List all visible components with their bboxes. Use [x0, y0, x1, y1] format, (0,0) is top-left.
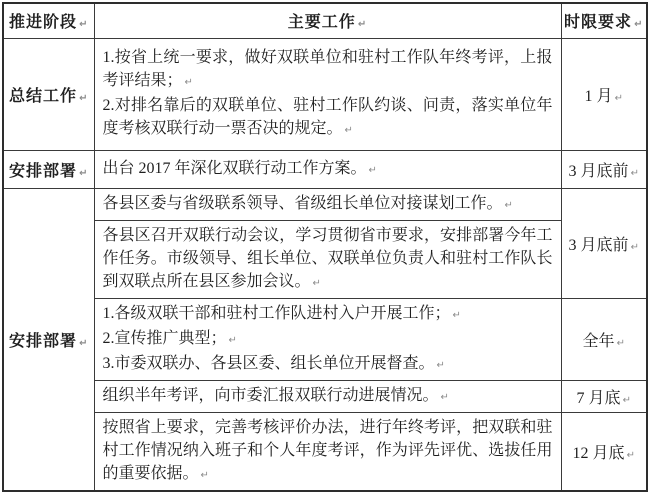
deadline-text: 12 月底	[572, 444, 625, 462]
header-deadline	[561, 3, 647, 38]
work-paragraph	[103, 157, 553, 182]
deadline-text: 3 月底前	[568, 162, 629, 180]
paragraph-mark-icon: ↵	[634, 19, 644, 31]
deadline-text: 7 月底	[576, 389, 621, 407]
paragraph-mark-icon: ↵	[504, 199, 513, 211]
table-row	[3, 150, 647, 188]
work-text: 1.各级双联干部和驻村工作队进村入户开展工作；	[102, 304, 451, 322]
paragraph-mark-icon: ↵	[357, 19, 368, 31]
work-paragraph	[103, 352, 553, 377]
paragraph-mark-icon: ↵	[622, 394, 631, 406]
paragraph-mark-icon: ↵	[79, 337, 89, 349]
paragraph-mark-icon: ↵	[614, 92, 623, 104]
work-text: 各县区委与省级联系领导、省级组长单位对接谋划工作。	[102, 194, 503, 212]
work-text: 按照省上要求，完善考核评价办法，进行年终考评，把双联和驻村工作情况纳入班子和个人年度考评，作为评先评优、选拔任用的重要依据。	[102, 418, 553, 482]
table-row	[3, 220, 647, 298]
paragraph-mark-icon: ↵	[79, 19, 89, 31]
deadline-text: 3 月底前	[568, 236, 629, 254]
work-paragraph	[103, 46, 553, 94]
work-text: 3.市委双联办、各县区委、组长单位开展督查。	[102, 354, 435, 372]
work-text: 各县区召开双联行动会议，学习贯彻省市要求，安排部署今年工作任务。市级领导、组长单位、双联单位负责人和驻村工作队长到双联点所在县区参加会议。	[102, 226, 553, 290]
paragraph-mark-icon: ↵	[436, 359, 445, 371]
stage-label: 安排部署	[9, 332, 78, 350]
work-cell	[94, 412, 561, 491]
deadline-cell	[561, 38, 647, 150]
table-row	[3, 38, 647, 150]
work-text: 1.按省上统一要求，做好双联单位和驻村工作队年终考评，上报考评结果；	[102, 49, 553, 89]
work-paragraph	[103, 384, 553, 409]
work-text: 出台 2017 年深化双联行动工作方案。	[102, 159, 367, 177]
paragraph-mark-icon: ↵	[312, 277, 321, 289]
work-cell	[94, 380, 561, 412]
work-paragraph	[103, 94, 553, 142]
work-text: 2.宣传推广典型；	[102, 329, 227, 347]
paragraph-mark-icon: ↵	[368, 164, 377, 176]
work-paragraph	[103, 302, 553, 327]
paragraph-mark-icon: ↵	[344, 125, 353, 136]
paragraph-mark-icon: ↵	[630, 241, 639, 253]
header-deadline-label: 时限要求	[564, 14, 633, 32]
paragraph-mark-icon: ↵	[452, 309, 461, 321]
stage-cell-arrange-1	[3, 150, 94, 188]
deadline-cell	[561, 298, 647, 380]
paragraph-mark-icon: ↵	[440, 391, 449, 403]
paragraph-mark-icon: ↵	[79, 167, 89, 179]
work-cell	[94, 150, 561, 188]
stage-label: 安排部署	[9, 162, 78, 180]
work-cell	[94, 220, 561, 298]
scanned-document-page	[2, 2, 646, 492]
paragraph-mark-icon: ↵	[184, 77, 193, 88]
work-cell	[94, 188, 561, 220]
work-cell	[94, 298, 561, 380]
work-paragraph	[103, 416, 553, 487]
work-cell	[94, 38, 561, 150]
stage-label: 总结工作	[9, 87, 78, 105]
work-schedule-table	[2, 2, 648, 492]
paragraph-mark-icon: ↵	[79, 92, 89, 104]
deadline-cell	[561, 188, 647, 298]
work-text: 组织半年考评，向市委汇报双联行动进展情况。	[102, 386, 439, 404]
header-stage	[3, 3, 94, 38]
table-row	[3, 188, 647, 220]
table-row	[3, 298, 647, 380]
paragraph-mark-icon: ↵	[228, 334, 237, 346]
table-row	[3, 380, 647, 412]
header-work	[94, 3, 561, 38]
deadline-cell	[561, 380, 647, 412]
table-header-row	[3, 3, 647, 38]
paragraph-mark-icon: ↵	[200, 469, 209, 481]
paragraph-mark-icon: ↵	[616, 337, 625, 349]
header-stage-label: 推进阶段	[9, 14, 78, 32]
deadline-text: 全年	[582, 332, 615, 350]
work-paragraph	[103, 327, 553, 352]
work-text: 2.对排名靠后的双联单位、驻村工作队约谈、问责，落实单位年度考核双联行动一票否决的规定。	[102, 97, 553, 137]
work-paragraph	[103, 224, 553, 295]
table-row	[3, 412, 647, 491]
deadline-text: 1 月	[584, 87, 613, 105]
stage-cell-summary	[3, 38, 94, 150]
stage-cell-arrange-2	[3, 188, 94, 491]
work-paragraph	[103, 192, 553, 217]
deadline-cell	[561, 150, 647, 188]
paragraph-mark-icon: ↵	[630, 167, 639, 179]
header-work-label: 主要工作	[287, 14, 356, 32]
deadline-cell	[561, 412, 647, 491]
paragraph-mark-icon: ↵	[626, 449, 635, 461]
